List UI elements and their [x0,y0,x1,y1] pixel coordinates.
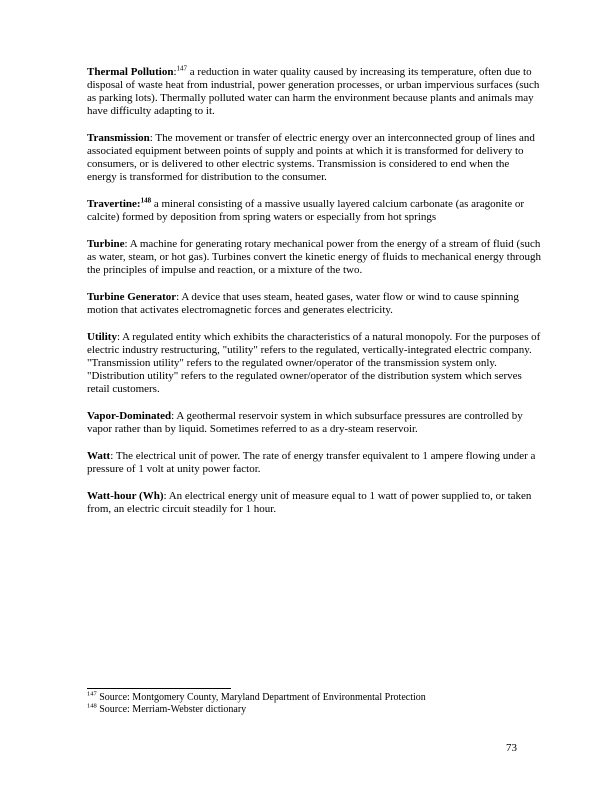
glossary-entry [87,132,541,184]
term-colon: : [171,410,175,422]
footnote-text: Source: Merriam-Webster dictionary [99,704,247,716]
definition: A machine for generating rotary mechanical power from the energy of a stream of fluid (such as water, steam, or hot gas). Turbines convert the kinetic energy of fluids to mechanical energy through the principles of impulse and reaction, or a mixture of the two. [87,238,542,276]
glossary-entry [87,410,541,436]
footnote-ref: 148 [140,196,152,205]
term: Vapor-Dominated [87,410,172,422]
footnote-separator-rule [87,688,231,689]
glossary-entry [87,198,541,224]
term: Watt [87,450,111,462]
term-colon: : [124,238,128,250]
term: Watt-hour (Wh) [87,490,164,502]
term: Travertine: [87,198,141,210]
term: Turbine [87,238,125,250]
glossary-entry [87,238,541,277]
definition: a reduction in water quality caused by increasing its temperature, often due to disposal of waste heat from industrial, power generation processes, or urban impervious surfaces (such as parking lots). Thermally polluted water can harm the environment because plants and animals may have difficulty adapting to it. [87,66,540,117]
footnotes [87,688,541,717]
glossary-entry [87,291,541,317]
definition: The movement or transfer of electric energy over an interconnected group of lines and associated equipment between points of supply and points at which it is transformed for delivery to consumers, or is delivered to other electric systems. Transmission is considered to end when the energy is transformed for distribution to the consumer. [87,132,535,183]
definition: A regulated entity which exhibits the characteristics of a natural monopoly. For the purposes of electric industry restructuring, "utility" refers to the regulated, vertically-integrated electric company. "Transmission utility" refers to the regulated owner/operator of the transmission system only. "Distribution utility" refers to the regulated owner/operator of the distribution system which serves retail customers. [87,331,541,395]
term: Thermal Pollution [87,66,174,78]
term-colon: : [116,331,121,343]
glossary-entry [87,490,541,516]
definition: The electrical unit of power. The rate of energy transfer equivalent to 1 ampere flowing under a pressure of 1 volt at unity power factor. [87,450,536,475]
term-colon: : [173,66,177,78]
glossary [87,66,541,530]
footnote-ref: 147 [176,64,188,73]
footnote [87,692,541,704]
glossary-entry [87,450,541,476]
term: Turbine Generator [87,291,177,303]
term: Utility [87,331,117,343]
glossary-entry [87,66,541,118]
glossary-entry [87,331,541,396]
footnote [87,704,541,716]
footnote-marker: 147 [87,690,97,698]
term-colon: : [110,450,114,462]
footnote-text: Source: Montgomery County, Maryland Department of Environmental Protection [99,692,426,703]
footnote-marker: 148 [87,702,97,710]
term-colon: : [149,132,153,144]
page-number: 73 [506,742,517,754]
definition: A geothermal reservoir system in which subsurface pressures are controlled by vapor rather than by liquid. Sometimes referred to as a dry-steam reservoir. [87,410,523,435]
term-colon: : [176,291,180,303]
term: Transmission [87,132,150,144]
term-colon: : [163,490,167,502]
definition: An electrical energy unit of measure equal to 1 watt of power supplied to, or taken from, an electric circuit steadily for 1 hour. [87,490,532,515]
definition: A device that uses steam, heated gases, water flow or wind to cause spinning motion that activates electromagnetic forces and generates electricity. [87,291,519,316]
definition: a mineral consisting of a massive usually layered calcium carbonate (as aragonite or calcite) formed by deposition from spring waters or especially from hot springs [87,198,525,223]
